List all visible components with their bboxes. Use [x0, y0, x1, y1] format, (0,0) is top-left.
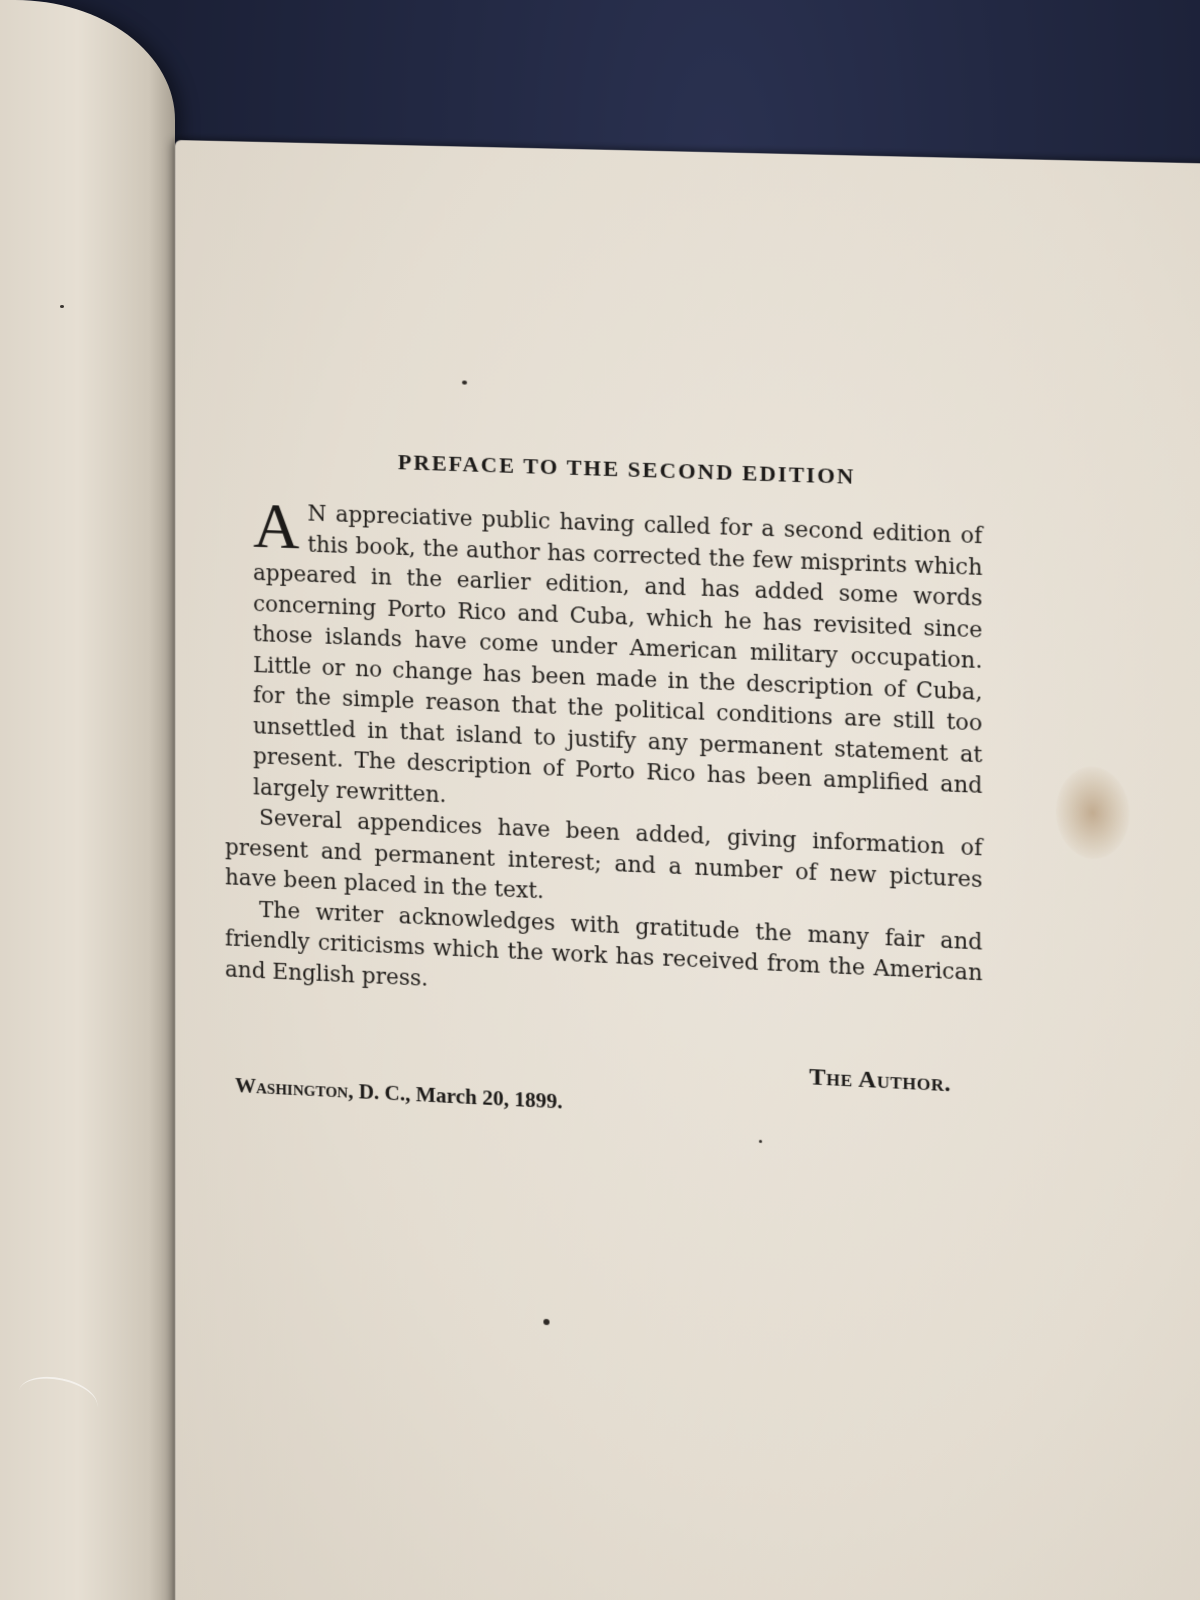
drop-cap: A [253, 489, 300, 563]
paragraph-text: appreciative public having called for a second edition of this book, the author has corrected the few misprints which appeared in the earlier edition, and has added some words concerning Porto Rico and Cuba, which he has revisited since those islands have come under American military occupation. Little or no change has been made in the description of Cuba, for the simple reason that the political conditions are still too unsettled in that island to justify any permanent statement at present. The description of Porto Rico has been amplified and largely rewritten. [253, 502, 983, 808]
page-heading: PREFACE TO THE SECOND EDITION [397, 449, 856, 489]
preface-body [225, 489, 983, 1022]
lead-letter: N [307, 501, 327, 528]
paper-speck [462, 380, 467, 384]
date-text: D. C., March 20, 1899. [353, 1078, 563, 1114]
paper-speck [759, 1140, 762, 1143]
previous-page-edge [0, 0, 175, 1600]
foxing-stain [1056, 765, 1130, 860]
author-signature: The Author. [809, 1063, 952, 1098]
paper-speck [543, 1319, 549, 1325]
preface-paragraph-1 [225, 489, 983, 834]
preface-paragraph-3: The writer acknowledges with gratitude the many fair and friendly criticisms which the work has received from the American and English press. [225, 897, 983, 992]
place-name: Washington, [235, 1072, 354, 1104]
preface-paragraph-2: Several appendices have been added, giving information of present and permanent interest; and a number of new pictures have been placed in the text. [225, 805, 983, 905]
place-date-line [235, 1073, 563, 1115]
book-page [175, 140, 1200, 1600]
paper-speck [60, 305, 64, 308]
